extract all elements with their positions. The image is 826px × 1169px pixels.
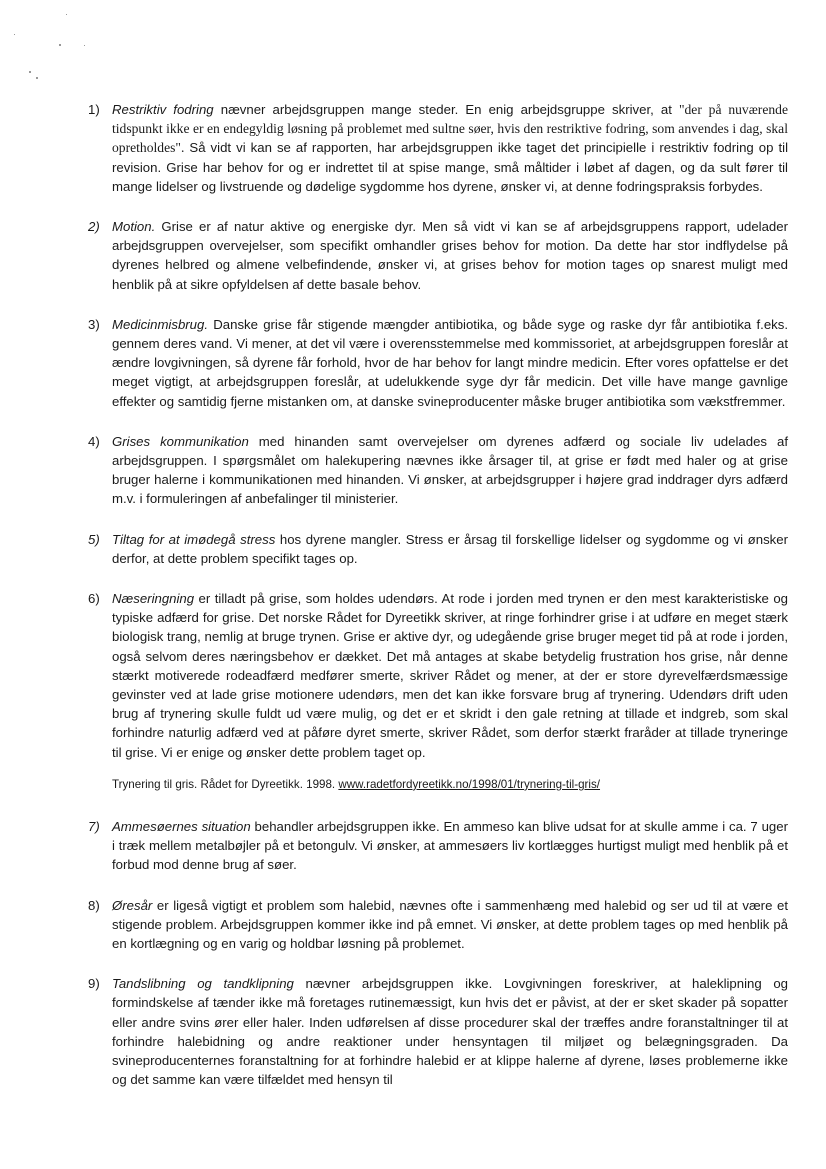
reference-link[interactable]: www.radetfordyreetikk.no/1998/01/trynering-til-gris/ bbox=[338, 777, 601, 791]
item-number: 8) bbox=[88, 897, 100, 913]
item-title: Motion. bbox=[112, 219, 156, 235]
item-title: Grises kommunikation bbox=[112, 433, 249, 449]
list-item-2 bbox=[88, 217, 788, 294]
list-item-3 bbox=[88, 315, 788, 411]
list-item-6 bbox=[88, 589, 788, 762]
item-text: nævner arbejdsgruppen mange steder. En enig arbejdsgruppe skriver, at bbox=[213, 102, 679, 117]
item-title: Medicinmisbrug. bbox=[112, 316, 209, 332]
list-item-5 bbox=[88, 530, 788, 568]
item-number: 7) bbox=[88, 818, 100, 834]
item-number: 3) bbox=[88, 316, 100, 332]
item-text: Danske grise får stigende mængder antibiotika, og både syge og raske dyr får antibiotika f.eks. gennem deres vand. Vi mener, at det vil være i overensstemmelse med kommissoriet, at arbejdsgruppen foreslår at ændre lovgivningen, så dyrene får forhold, hvor de har behov for langt mindre medicin. Efter vores opfattelse er det meget vigtigt, at arbejdsgruppen foreslår, at udelukkende syge dyr får medicin. Det ville have mange gavnlige effekter og samtidig fjerne mistanken om, at danske svineproducenter måske bruger antibiotika som vækstfremmer. bbox=[112, 316, 788, 409]
item-title: Restriktiv fodring bbox=[112, 102, 214, 117]
item-text: nævner arbejdsgruppen ikke. Lovgivningen foreskriver, at haleklipning og formindskelse af tænder ikke må foretages rutinemæssigt, kun hvis det er påvist, at der er sket skader på sopatter eller andre svins ører eller haler. Inden udførelsen af disse procedurer skal der træffes andre foranstaltninger til at forhindre halebidning og andre reaktioner under hensyntagen til miljøet og belægningsgraden. Da svineproducenternes foranstaltning for at forhindre halebid er at klippe halerne af dyrene, løses problemerne ikke og det samme kan være tilfældet med hensyn til bbox=[112, 976, 789, 1088]
item-text: med hinanden samt overvejelser om dyrenes adfærd og sociale liv udelades af arbejdsgruppen. I spørgsmålet om halekupering nævnes ikke årsager til, at grise er født med haler og at grise bruger halerne i kommunikationen med hinanden. Vi ønsker, at arbejdsgrupper i højere grad inddrager dyrs adfærd m.v. i formuleringen af anbefalinger til ministerier. bbox=[112, 433, 788, 507]
item-number: 5) bbox=[88, 531, 100, 547]
item-text: behandler arbejdsgruppen ikke. En ammeso kan blive udsat for at skulle amme i ca. 7 uger i træk mellem metalbøjler på et betongulv. Vi ønsker, at ammesøers liv kortlægges hurtigst muligt med henblik på et forbud mod denne brug af søer. bbox=[112, 818, 788, 873]
item-text: Grise er af natur aktive og energiske dyr. Men så vidt vi kan se af arbejdsgruppens rapport, udelader arbejdsgruppen overvejelser, som specifikt omhandler grises behov for motion. Da dette har stor indflydelse på dyrenes helbred og almene velbefindende, ønsker vi, at grises behov for motion tages op snarest muligt med henblik på at sikre opfyldelsen af dette basale behov. bbox=[112, 219, 788, 292]
item-text: hos dyrene mangler. Stress er årsag til forskellige lidelser og sygdomme og vi ønsker derfor, at dette problem specifikt tages op. bbox=[112, 531, 788, 566]
item-number: 4) bbox=[88, 433, 100, 449]
item-title: Tandslibning og tandklipning bbox=[112, 976, 294, 992]
item-number: 1) bbox=[88, 102, 100, 117]
numbered-list bbox=[88, 100, 788, 1110]
item-text: er ligeså vigtigt et problem som halebid, nævnes ofte i sammenhæng med halebid og ser ud til at være et stigende problem. Arbejdsgruppen kommer ikke ind på emnet. Vi ønsker, at dette problem tages op med henblik på en kortlægning og en varig og holdbar løsning på problemet. bbox=[112, 897, 788, 951]
list-item-7 bbox=[88, 817, 788, 875]
list-item-8 bbox=[88, 896, 788, 954]
item-title: Næseringning bbox=[112, 591, 195, 607]
item-quote: "der på nuværende tidspunkt ikke er en endegyldig løsning på problemet med sultne søer, hvis den restriktive fodring, som anvendes i dag, skal opretholdes". bbox=[112, 102, 788, 156]
list-item-1 bbox=[88, 100, 788, 196]
list-item-9 bbox=[88, 974, 788, 1089]
item-number: 9) bbox=[88, 976, 100, 992]
item-title: Øresår bbox=[112, 897, 153, 913]
list-item-4 bbox=[88, 432, 788, 509]
reference-text: Trynering til gris. Rådet for Dyreetikk. 1998. bbox=[112, 777, 339, 791]
item-text-continued: Så vidt vi kan se af rapporten, har arbejdsgruppen ikke taget det principielle i restriktiv fodring op til revision. Grise har behov for og er indrettet til at spise mange, små måltider i løbet af dagen, og da sult fører til mange lidelser og livstruende og dødelige sygdomme hos dyrene, ønsker vi, at denne fodringspraksis forbydes. bbox=[112, 140, 788, 194]
item-number: 2) bbox=[88, 219, 100, 235]
item-number: 6) bbox=[88, 591, 100, 607]
item-text: er tilladt på grise, som holdes udendørs. At rode i jorden med trynen er den mest karakteristiske og typiske adfærd for grise. Det norske Rådet for Dyreetikk skriver, at ringe forhindrer grise i at udføre en meget stærk biologisk trang, nemlig at bruge trynen. Grise er aktive dyr, og udegående grise bruger meget tid på at rode i jorden, også selvom deres næringsbehov er dækket. Det må antages at skabe betydelig frustration hos grise, når denne stærkt motiverede rodeadfærd medfører smerte, skriver Rådet og mener, at der er store dyrevelfærdsmæssige gevinster ved at lade grise motionere udendørs, men det kan ikke forsvare brug af trynering. Udendørs drift uden brug af trynering skulle fuldt ud være mulig, og det er et skridt i den gale retning at tillade et indgreb, som skal forhindre naturlig adfærd ved at påføre dyret smerte, skriver Rådet, som derfor stærkt fraråder at tillade tryneringe til grise. Vi er enige og ønsker dette problem taget op. bbox=[112, 591, 788, 760]
item-title: Tiltag for at imødegå stress bbox=[112, 531, 276, 547]
reference-line bbox=[112, 777, 788, 793]
item-title: Ammesøernes situation bbox=[112, 818, 251, 834]
